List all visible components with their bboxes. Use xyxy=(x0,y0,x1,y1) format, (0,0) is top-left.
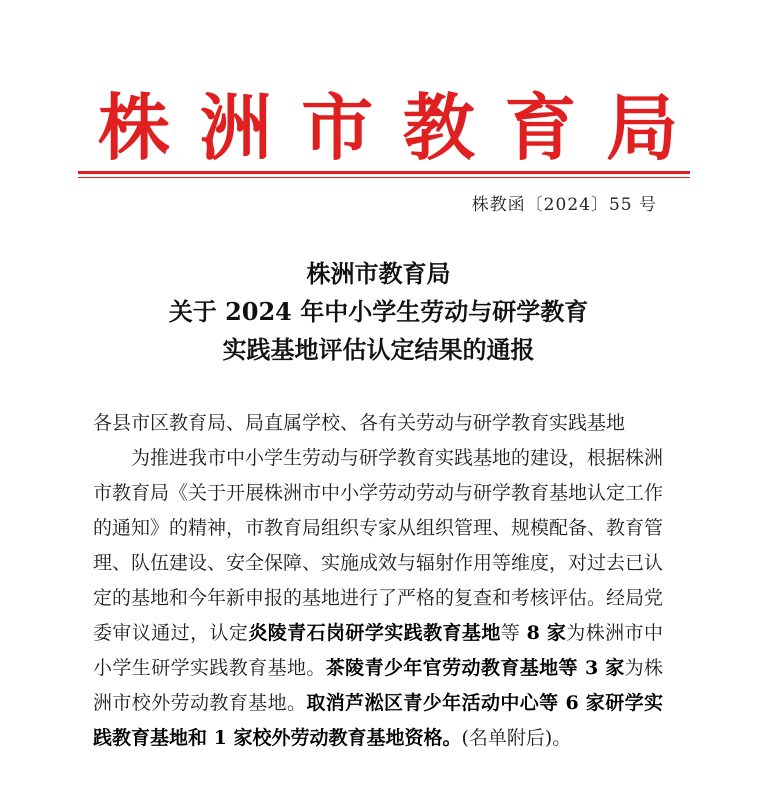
document-body xyxy=(93,406,663,756)
document-number: 株教函〔2024〕55 号 xyxy=(471,195,657,215)
header-divider-thick xyxy=(78,171,690,174)
paragraph-text: 等 xyxy=(500,622,527,644)
header-divider-thin xyxy=(78,177,690,178)
paragraph-text: 为株洲市中小学生研学实践教育基地。 xyxy=(93,622,663,679)
paragraph-text: 为推进我市中小学生劳动与研学教育实践基地的建设，根据株洲市教育局《关于开展株洲市中小学劳动劳动与研学教育基地认定工作的通知》的精神，市教育局组织专家从组织管理、规模配备、教育管理、队伍建设、安全保障、实施成效与辐射作用等维度，对过去已认定的基地和今年新申报的基地进行了严格的复查和考核评估。经局党委审议通过，认定 xyxy=(93,447,664,644)
header-char: 市 xyxy=(301,86,374,170)
header-char: 局 xyxy=(605,86,678,170)
document-title-line-3: 实践基地评估认定结果的通报 xyxy=(222,335,535,364)
paragraph-text: (名单附后)。 xyxy=(461,727,572,749)
paragraph-1 xyxy=(93,441,663,756)
emphasis-text: 取消芦淞区青少年活动中心等 6 家研学实践教育基地和 1 家校外劳动教育基地资格。 xyxy=(93,692,663,749)
header-char: 教 xyxy=(402,86,475,170)
emphasis-text: 炎陵青石岗研学实践教育基地 xyxy=(248,622,501,644)
header-char: 育 xyxy=(504,86,577,170)
issuing-authority-header xyxy=(98,88,678,168)
header-char: 洲 xyxy=(199,86,272,170)
document-title-line-2: 关于 2024 年中小学生劳动与研学教育 xyxy=(168,297,589,326)
emphasis-text: 8 家 xyxy=(526,622,567,644)
emphasis-text: 茶陵青少年官劳动教育基地等 3 家 xyxy=(325,657,625,679)
salutation: 各县市区教育局、局直属学校、各有关劳动与研学教育实践基地 xyxy=(93,412,626,434)
paragraph-text: 为株洲市校外劳动教育基地。 xyxy=(93,657,663,714)
header-char: 株 xyxy=(98,86,171,170)
document-title-line-1: 株洲市教育局 xyxy=(306,259,451,288)
